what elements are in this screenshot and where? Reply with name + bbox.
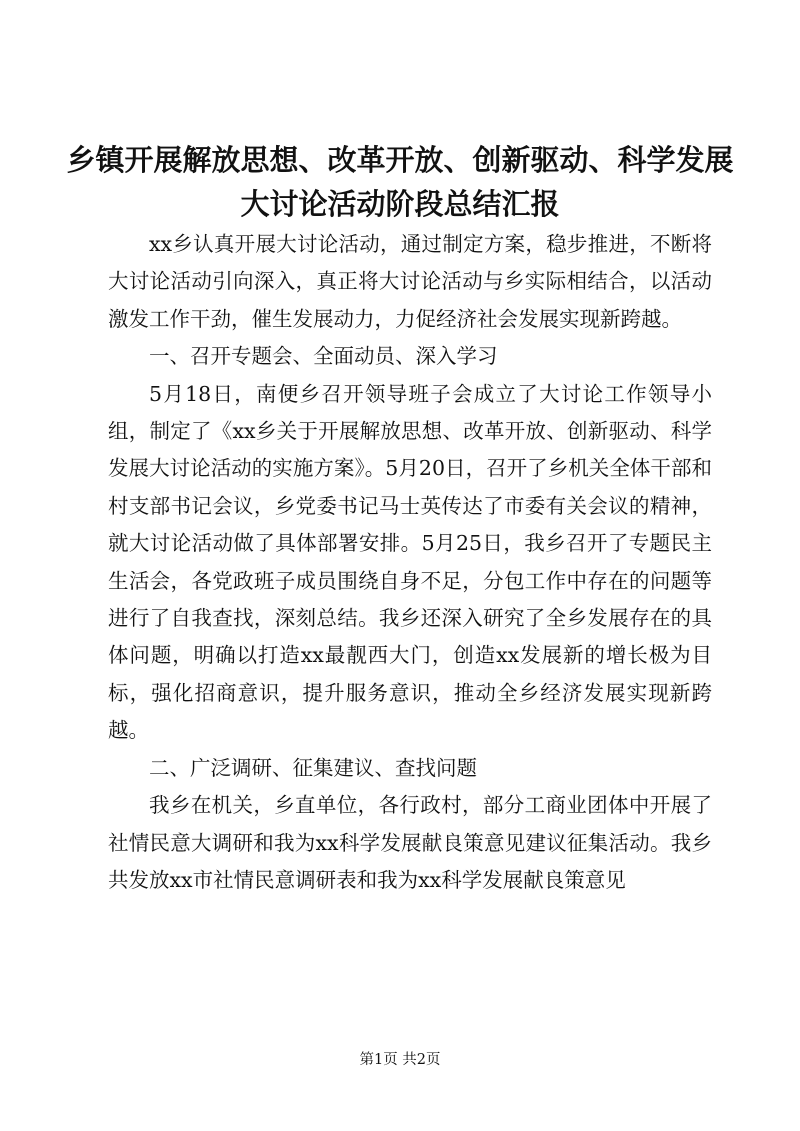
- document-body: [108, 226, 712, 899]
- page-number: 第1页 共2页: [359, 1052, 441, 1068]
- section-heading-2: 二、广泛调研、征集建议、查找问题: [149, 755, 477, 780]
- section-heading-1: 一、召开专题会、全面动员、深入学习: [149, 344, 498, 369]
- paragraph-section-1: 5月18日，南便乡召开领导班子会成立了大讨论工作领导小组，制定了《xx乡关于开展解放思想、改革开放、创新驱动、科学发展大讨论活动的实施方案》。5月20日，召开了乡机关全体干部和村支部书记会议，乡党委书记马士英传达了市委有关会议的精神，就大讨论活动做了具体部署安排。5月25日，我乡召开了专题民主生活会，各党政班子成员围绕自身不足，分包工作中存在的问题等进行了自我查找，深刻总结。我乡还深入研究了全乡发展存在的具体问题，明确以打造xx最靓西大门，创造xx发展新的增长极为目标，强化招商意识，提升服务意识，推动全乡经济发展实现新跨越。: [108, 381, 712, 743]
- paragraph-intro: xx乡认真开展大讨论活动，通过制定方案，稳步推进，不断将大讨论活动引向深入，真正将大讨论活动与乡实际相结合，以活动激发工作干劲，催生发展动力，力促经济社会发展实现新跨越。: [108, 232, 712, 331]
- paragraph-section-2: 我乡在机关，乡直单位，各行政村，部分工商业团体中开展了社情民意大调研和我为xx科学发展献良策意见建议征集活动。我乡共发放xx市社情民意调研表和我为xx科学发展献良策意见: [108, 793, 712, 892]
- document-title: 乡镇开展解放思想、改革开放、创新驱动、科学发展大讨论活动阶段总结汇报: [66, 143, 734, 221]
